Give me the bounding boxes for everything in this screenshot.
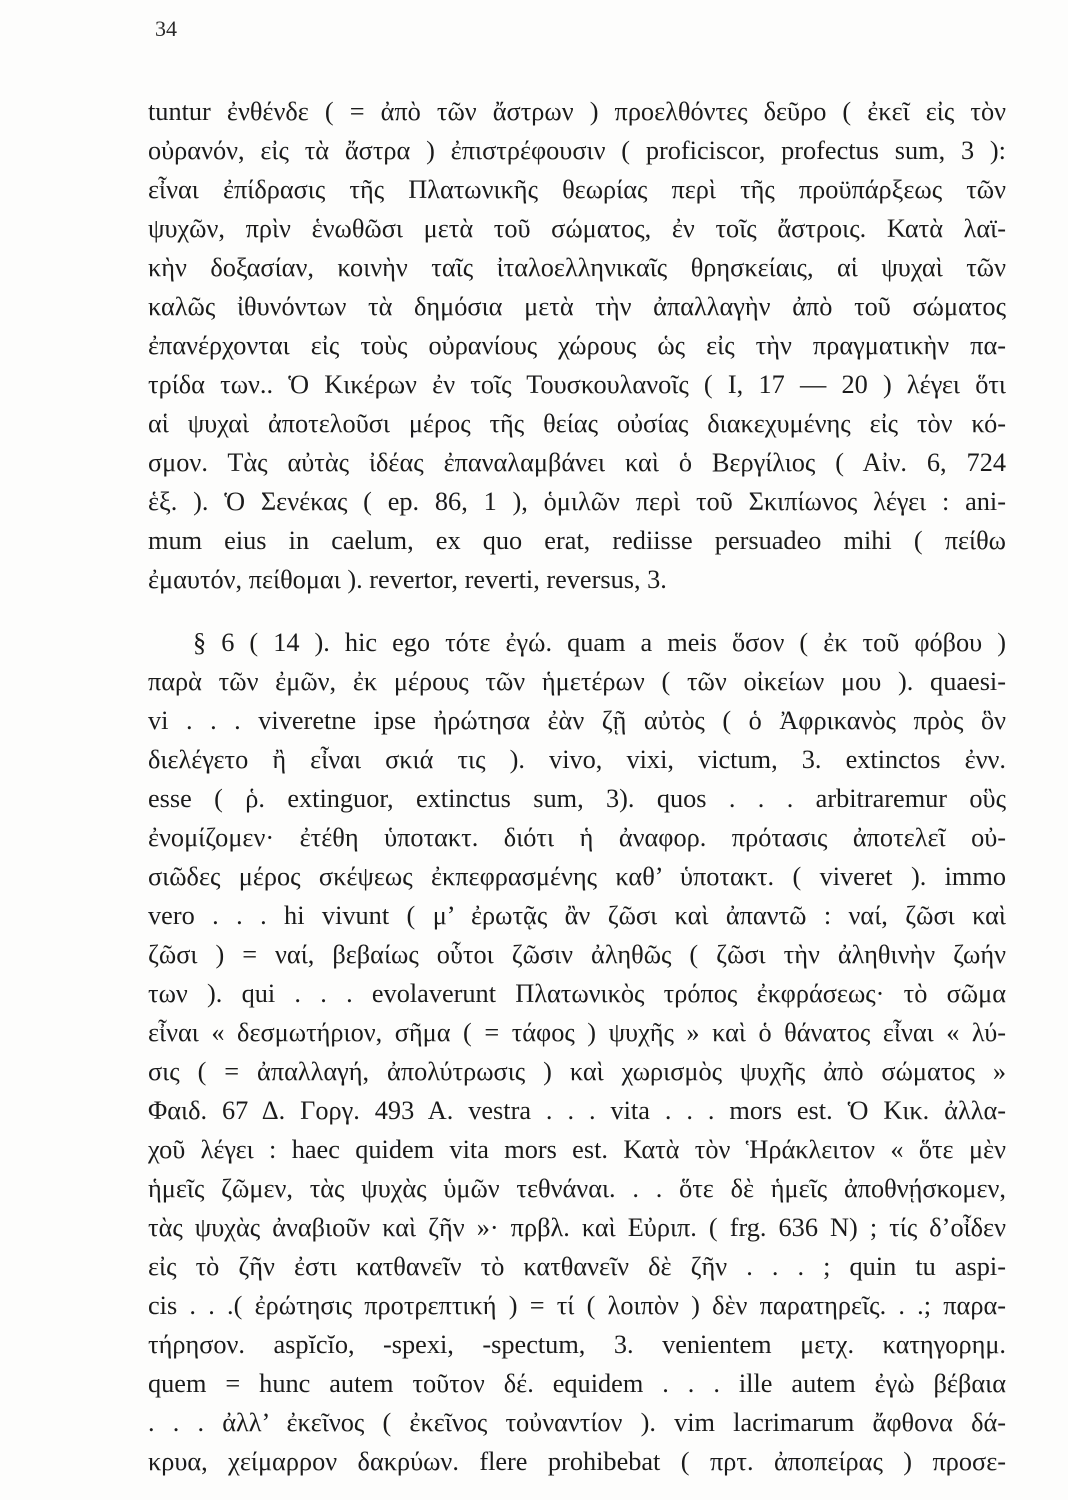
text-line: καλῶς ἰθυνόντων τὰ δημόσια μετὰ τὴν ἀπαλλαγὴν ἀπὸ τοῦ σώματος <box>148 292 1006 321</box>
text-line: ἐνομίζομεν· ἐτέθη ὑποτακτ. διότι ἡ ἀναφορ. πρότασις ἀποτελεῖ οὐ- <box>148 823 1006 852</box>
paragraph-spacer <box>148 599 1006 623</box>
body-text <box>148 92 1006 1481</box>
text-line: Φαιδ. 67 Δ. Γοργ. 493 Α. vestra . . . vita . . . mors est. Ὁ Κικ. ἀλλα- <box>148 1096 1006 1125</box>
text-line: esse ( ῥ. extinguor, extinctus sum, 3). quos . . . arbitraremur οὓς <box>148 784 1006 813</box>
paragraph-1 <box>148 92 1006 599</box>
text-line: σις ( = ἀπαλλαγή, ἀπολύτρωσις ) καὶ χωρισμὸς ψυχῆς ἀπὸ σώματος » <box>148 1057 1006 1086</box>
text-line: ἡμεῖς ζῶμεν, τὰς ψυχὰς ὑμῶν τεθνάναι. . . ὅτε δὲ ἡμεῖς ἀποθνῄσκομεν, <box>148 1174 1006 1203</box>
text-line: οὐρανόν, εἰς τὰ ἄστρα ) ἐπιστρέφουσιν ( proficiscor, profectus sum, 3 ): <box>148 136 1006 165</box>
text-line: αἱ ψυχαὶ ἀποτελοῦσι μέρος τῆς θείας οὐσίας διακεχυμένης εἰς τὸν κό- <box>148 409 1006 438</box>
text-line: σμον. Τὰς αὐτὰς ἰδέας ἐπαναλαμβάνει καὶ ὁ Βεργίλιος ( Αἰν. 6, 724 <box>148 448 1006 477</box>
text-line: παρὰ τῶν ἐμῶν, ἐκ μέρους τῶν ἡμετέρων ( τῶν οἰκείων μου ). quaesi- <box>148 667 1006 696</box>
page-number: 34 <box>155 16 177 41</box>
text-line: ἐπανέρχονται εἰς τοὺς οὐρανίους χώρους ὡς εἰς τὴν πραγματικὴν πα- <box>148 331 1006 360</box>
paragraph-2 <box>148 623 1006 1481</box>
text-line: ψυχῶν, πρὶν ἑνωθῶσι μετὰ τοῦ σώματος, ἐν τοῖς ἄστροις. Κατὰ λαϊ- <box>148 214 1006 243</box>
text-line: τρίδα των.. Ὁ Κικέρων ἐν τοῖς Τουσκουλανοῖς ( I, 17 — 20 ) λέγει ὅτι <box>148 370 1006 399</box>
text-line: vero . . . hi vivunt ( μ’ ἐρωτᾷς ἂν ζῶσι καὶ ἀπαντῶ : ναί, ζῶσι καὶ <box>148 901 1006 930</box>
text-line: τήρησον. aspĭcĭo, -spexi, -spectum, 3. venientem μετχ. κατηγορημ. <box>148 1330 1006 1359</box>
text-line: εἶναι ἐπίδρασις τῆς Πλατωνικῆς θεωρίας περὶ τῆς προϋπάρξεως τῶν <box>148 175 1006 204</box>
text-line: χοῦ λέγει : haec quidem vita mors est. Κατὰ τὸν Ἡράκλειτον « ὅτε μὲν <box>148 1135 1006 1164</box>
text-line: mum eius in caelum, ex quo erat, rediisse persuadeo mihi ( πείθω <box>148 526 1006 555</box>
text-line: διελέγετο ἢ εἶναι σκιά τις ). vivo, vixi, victum, 3. extinctos ἐνν. <box>148 745 1006 774</box>
text-line: cis . . .( ἐρώτησις προτρεπτική ) = τί ( λοιπὸν ) δὲν παρατηρεῖς. . .; παρα- <box>148 1291 1006 1320</box>
text-line: ἑξ. ). Ὁ Σενέκας ( ep. 86, 1 ), ὁμιλῶν περὶ τοῦ Σκιπίωνος λέγει : ani- <box>148 487 1006 516</box>
text-line: τὰς ψυχὰς ἀναβιοῦν καὶ ζῆν »· πρβλ. καὶ Εὐριπ. ( frg. 636 N) ; τίς δ’οἶδεν <box>148 1213 1006 1242</box>
text-line: vi . . . viveretne ipse ἠρώτησα ἐὰν ζῇ αὐτὸς ( ὁ Ἀφρικανὸς πρὸς ὃν <box>148 706 1006 735</box>
text-line: tuntur ἐνθένδε ( = ἀπὸ τῶν ἄστρων ) προελθόντες δεῦρο ( ἐκεῖ εἰς τὸν <box>148 97 1006 126</box>
text-line: εἰς τὸ ζῆν ἐστι κατθανεῖν τὸ κατθανεῖν δὲ ζῆν . . . ; quin tu aspi- <box>148 1252 1006 1281</box>
text-line: εἶναι « δεσμωτήριον, σῆμα ( = τάφος ) ψυχῆς » καὶ ὁ θάνατος εἶναι « λύ- <box>148 1018 1006 1047</box>
text-line: . . . ἀλλ’ ἐκεῖνος ( ἐκεῖνος τοὐναντίον ). vim lacrimarum ἄφθονα δά- <box>148 1408 1006 1437</box>
text-line: quem = hunc autem τοῦτον δέ. equidem . . . ille autem ἐγὼ βέβαια <box>148 1369 1006 1398</box>
text-line: ἐμαυτόν, πείθομαι ). revertor, reverti, reversus, 3. <box>148 565 667 594</box>
text-line: κρυα, χείμαρρον δακρύων. flere prohibebat ( πρτ. ἀποπείρας ) προσε- <box>148 1447 1006 1476</box>
text-line: των ). qui . . . evolaverunt Πλατωνικὸς τρόπος ἐκφράσεως· τὸ σῶμα <box>148 979 1006 1008</box>
text-line: κὴν δοξασίαν, κοινὴν ταῖς ἰταλοελληνικαῖς θρησκείαις, αἱ ψυχαὶ τῶν <box>148 253 1006 282</box>
text-line: § 6 ( 14 ). hic ego τότε ἐγώ. quam a meis ὅσον ( ἐκ τοῦ φόβου ) <box>193 628 1006 657</box>
text-line: σιῶδες μέρος σκέψεως ἐκπεφρασμένης καθ’ ὑποτακτ. ( viveret ). immo <box>148 862 1006 891</box>
text-line: ζῶσι ) = ναί, βεβαίως οὗτοι ζῶσιν ἀληθῶς ( ζῶσι τὴν ἀληθινὴν ζωήν <box>148 940 1006 969</box>
